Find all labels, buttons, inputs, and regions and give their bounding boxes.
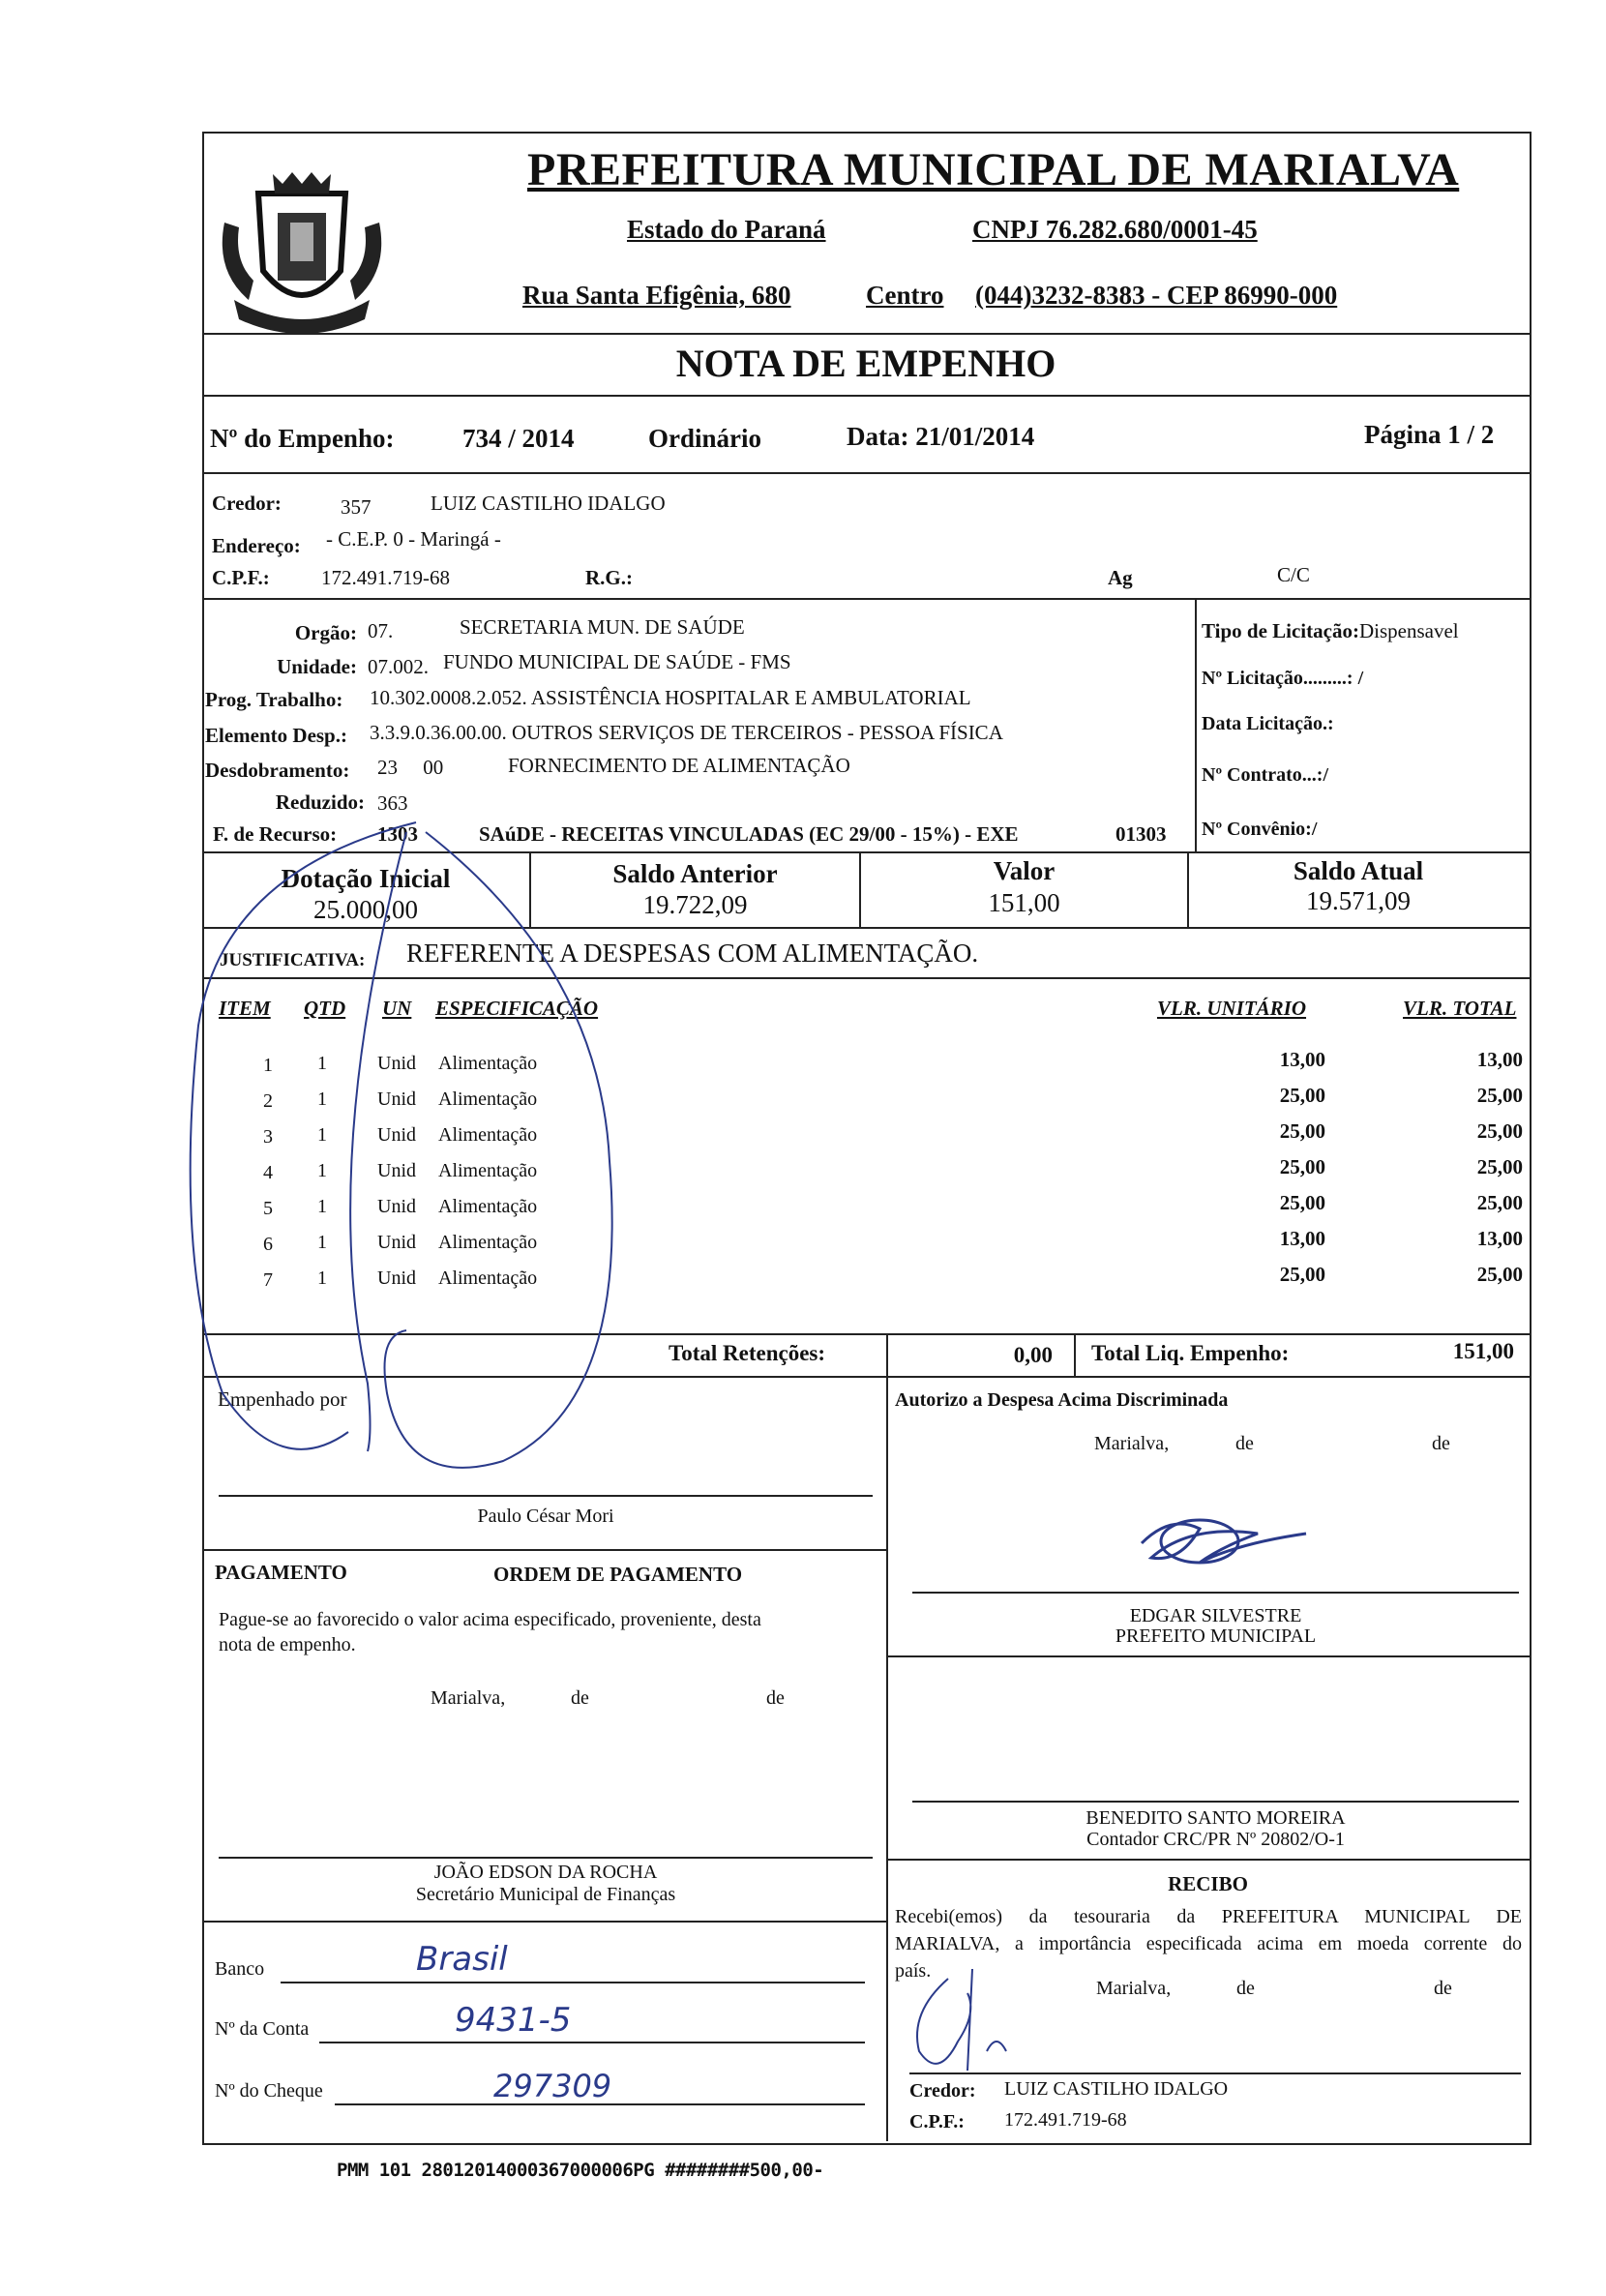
row-total-value: 13,00 [1476,1227,1523,1250]
row-unit-value: 25,00 [1279,1155,1325,1178]
col-header-item: ITEM [219,997,271,1020]
address-street: Rua Santa Efigênia, 680 [522,281,791,310]
col-header-spec: ESPECIFICAÇÃO [435,997,599,1020]
secretary-role: Secretário Municipal de Finanças [415,1884,676,1905]
address-district: Centro [866,281,944,310]
row-qtd: 1 [317,1196,327,1217]
credor-address: - C.E.P. 0 - Maringá - [326,527,501,551]
secretary-name: JOÃO EDSON DA ROCHA [433,1862,658,1883]
unidade-label: Unidade: [277,655,357,678]
row-total-value: 25,00 [1476,1263,1523,1286]
contador-role: Contador CRC/PR Nº 20802/O-1 [1086,1829,1345,1850]
row-un: Unid [377,1124,416,1146]
cheque-value: 297309 [493,2068,612,2104]
address-label: Endereço: [212,534,301,557]
recibo-text-line3: país. [895,1960,932,1982]
dotacao-label: Dotação Inicial [281,864,451,893]
reduzido-label: Reduzido: [275,790,365,814]
row-un: Unid [377,1196,416,1217]
row-item: 4 [263,1162,273,1183]
row-item: 5 [263,1198,273,1219]
saldo-anterior-label: Saldo Anterior [612,859,778,888]
row-un: Unid [377,1267,416,1289]
col-header-unit-value: VLR. UNITÁRIO [1157,997,1307,1020]
autorizo-de1: de [1235,1433,1254,1454]
ag-label: Ag [1108,566,1133,589]
row-item: 1 [263,1055,273,1076]
dotacao-value: 25.000,00 [313,895,418,924]
unidade-name: FUNDO MUNICIPAL DE SAÚDE - FMS [443,650,791,673]
recibo-credor-label: Credor: [909,2080,976,2102]
empenho-number: 734 / 2014 [462,424,575,453]
contrato-number: Nº Contrato...:/ [1202,764,1329,786]
cc-label: C/C [1277,563,1310,586]
tipo-licitacao-value: Dispensavel [1358,619,1459,642]
empenho-date: Data: 21/01/2014 [847,422,1035,451]
banco-label: Banco [215,1958,265,1980]
recibo-text-line1: Recebi(emos) da tesouraria da PREFEITURA MUNICIPAL DE [895,1906,1522,1927]
state-name: Estado do Paraná [627,215,826,244]
recurso-ref: 01303 [1115,822,1167,846]
banco-value: Brasil [416,1940,508,1979]
row-un: Unid [377,1160,416,1181]
desdobramento-code: 23 00 [377,756,444,779]
row-item: 2 [263,1090,273,1112]
elemento-value: 3.3.9.0.36.00.00. OUTROS SERVIÇOS DE TERCEIROS - PESSOA FÍSICA [370,721,1003,744]
row-total-value: 25,00 [1476,1191,1523,1214]
pagamento-text-line2: nota de empenho. [219,1634,356,1655]
recibo-title: RECIBO [1168,1872,1248,1895]
row-qtd: 1 [317,1088,327,1110]
pagamento-de2: de [766,1687,785,1709]
licitacao-number: Nº Licitação.........: / [1202,668,1364,689]
retencoes-label: Total Retenções: [669,1341,826,1365]
row-item: 6 [263,1234,273,1255]
elemento-label: Elemento Desp.: [205,724,347,747]
recurso-code: 1303 [377,822,418,846]
row-unit-value: 25,00 [1279,1119,1325,1143]
credor-code: 357 [341,495,372,519]
recibo-credor-name: LUIZ CASTILHO IDALGO [1004,2078,1229,2100]
row-item: 3 [263,1126,273,1148]
row-total-value: 25,00 [1476,1155,1523,1178]
desdobramento-name: FORNECIMENTO DE ALIMENTAÇÃO [508,754,850,777]
row-un: Unid [377,1053,416,1074]
col-header-un: UN [382,997,412,1020]
row-un: Unid [377,1232,416,1253]
prog-value: 10.302.0008.2.052. ASSISTÊNCIA HOSPITALAR E AMBULATORIAL [370,686,971,709]
row-item: 7 [263,1269,273,1291]
row-qtd: 1 [317,1124,327,1146]
row-spec: Alimentação [438,1124,538,1146]
document-title: NOTA DE EMPENHO [675,342,1056,385]
justificativa-text: REFERENTE A DESPESAS COM ALIMENTAÇÃO. [406,939,979,968]
contador-name: BENEDITO SANTO MOREIRA [1086,1807,1346,1829]
page-number: Página 1 / 2 [1364,420,1495,449]
ordem-pagamento-label: ORDEM DE PAGAMENTO [493,1563,743,1586]
desdobramento-label: Desdobramento: [205,759,350,782]
valor-value: 151,00 [988,888,1060,917]
empenhado-label: Empenhado por [218,1387,347,1411]
phone-cep: (044)3232-8383 - CEP 86990-000 [975,281,1338,310]
row-qtd: 1 [317,1232,327,1253]
pagamento-city: Marialva, [431,1687,506,1709]
row-unit-value: 25,00 [1279,1084,1325,1107]
saldo-anterior-value: 19.722,09 [642,890,748,919]
orgao-name: SECRETARIA MUN. DE SAÚDE [460,615,745,639]
licitacao-date: Data Licitação.: [1202,713,1334,734]
convenio-number: Nº Convênio:/ [1202,819,1318,840]
liquido-value: 151,00 [1452,1339,1514,1363]
valor-label: Valor [993,856,1056,885]
row-spec: Alimentação [438,1196,538,1217]
orgao-code: 07. [368,619,394,642]
retencoes-value: 0,00 [1013,1343,1053,1367]
conta-label: Nº da Conta [215,2018,310,2040]
tipo-licitacao-label-text: Tipo de Licitação: [1202,619,1359,642]
recibo-text-line2: MARIALVA, a importância especificada acima em moeda corrente do [895,1933,1522,1954]
cpf-label: C.P.F.: [212,566,270,589]
empenhado-signer: Paulo César Mori [477,1506,614,1527]
row-total-value: 25,00 [1476,1084,1523,1107]
row-total-value: 25,00 [1476,1119,1523,1143]
micr-code: PMM 101 28012014000367000006PG ########500,00- [337,2160,824,2181]
recibo-cpf: 172.491.719-68 [1004,2109,1127,2131]
autorizo-de2: de [1432,1433,1450,1454]
row-spec: Alimentação [438,1160,538,1181]
row-spec: Alimentação [438,1267,538,1289]
orgao-label: Orgão: [294,621,357,644]
liquido-label: Total Liq. Empenho: [1091,1341,1290,1365]
saldo-atual-label: Saldo Atual [1293,856,1424,885]
col-header-total-value: VLR. TOTAL [1403,997,1517,1020]
autorizo-label: Autorizo a Despesa Acima Discriminada [895,1389,1229,1411]
row-unit-value: 25,00 [1279,1263,1325,1286]
cnpj: CNPJ 76.282.680/0001-45 [972,215,1258,244]
row-unit-value: 25,00 [1279,1191,1325,1214]
recurso-label: F. de Recurso: [213,822,338,846]
pagamento-label: PAGAMENTO [215,1561,347,1584]
row-total-value: 13,00 [1476,1048,1523,1071]
mayor-role: PREFEITO MUNICIPAL [1115,1625,1317,1647]
row-qtd: 1 [317,1053,327,1074]
unidade-code: 07.002. [368,655,429,678]
conta-value: 9431-5 [455,2001,572,2040]
recibo-city: Marialva, [1096,1978,1172,1999]
row-qtd: 1 [317,1160,327,1181]
row-un: Unid [377,1088,416,1110]
row-spec: Alimentação [438,1053,538,1074]
row-qtd: 1 [317,1267,327,1289]
row-spec: Alimentação [438,1232,538,1253]
pagamento-text-line1: Pague-se ao favorecido o valor acima especificado, proveniente, desta [219,1609,761,1630]
saldo-atual-value: 19.571,09 [1306,886,1411,915]
row-spec: Alimentação [438,1088,538,1110]
reduzido-value: 363 [377,791,408,815]
credor-name: LUIZ CASTILHO IDALGO [431,492,666,515]
recibo-de2: de [1434,1978,1452,1999]
rg-label: R.G.: [585,566,633,589]
pagamento-de1: de [571,1687,589,1709]
mayor-name: EDGAR SILVESTRE [1129,1605,1302,1626]
autorizo-city: Marialva, [1094,1433,1170,1454]
row-unit-value: 13,00 [1279,1048,1325,1071]
cheque-label: Nº do Cheque [215,2080,323,2102]
credor-cpf: 172.491.719-68 [321,566,450,589]
recurso-name: SAúDE - RECEITAS VINCULADAS (EC 29/00 - 15%) - EXE [479,822,1019,846]
empenho-label: Nº do Empenho: [210,424,395,453]
credor-label: Credor: [212,492,282,515]
municipality-title: PREFEITURA MUNICIPAL DE MARIALVA [527,144,1460,195]
empenho-type: Ordinário [648,424,762,453]
recibo-cpf-label: C.P.F.: [909,2111,965,2132]
prog-label: Prog. Trabalho: [205,688,343,711]
recibo-de1: de [1236,1978,1255,1999]
col-header-qtd: QTD [304,997,346,1020]
justificativa-label: JUSTIFICATIVA: [220,950,366,970]
row-unit-value: 13,00 [1279,1227,1325,1250]
